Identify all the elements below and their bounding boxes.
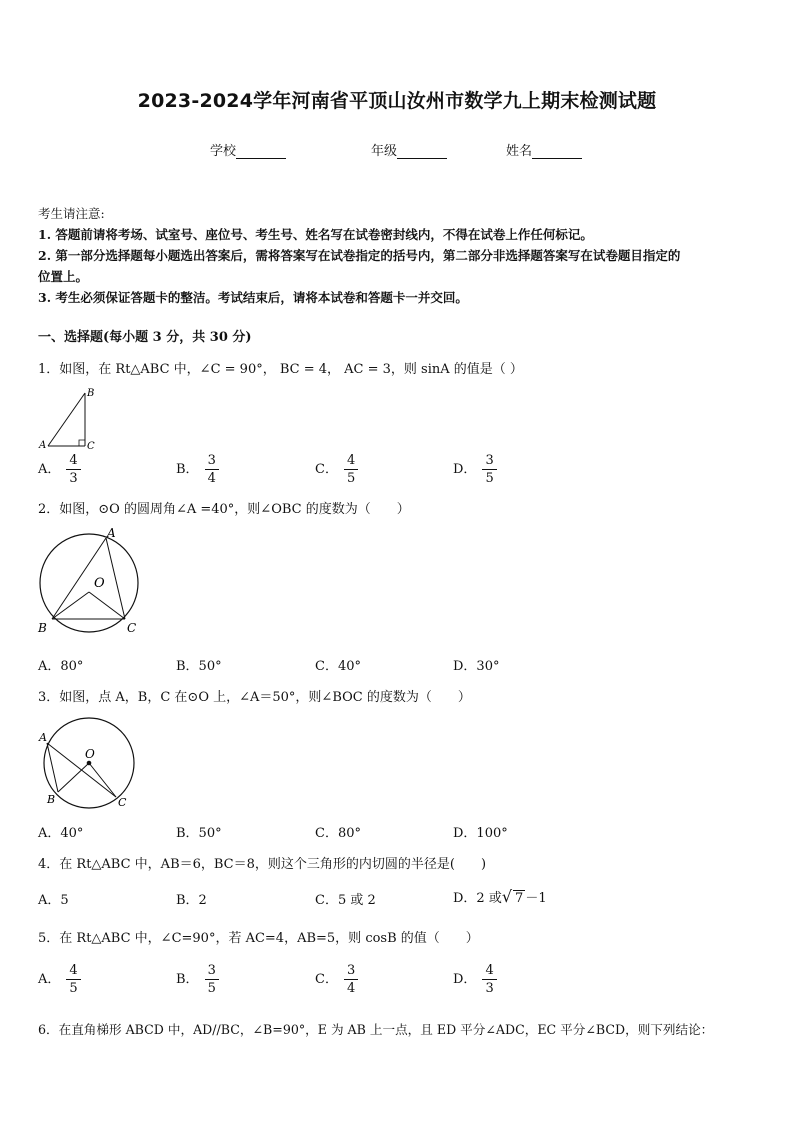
numerator: 4 xyxy=(344,452,358,470)
point-label-b: B xyxy=(38,621,47,635)
grade-blank[interactable] xyxy=(397,145,447,159)
center-point xyxy=(87,761,92,766)
question-3-stem: 3．如图，点 A，B，C 在⊙O 上，∠A＝50°，则∠BOC 的度数为（ ） xyxy=(38,690,471,705)
question-5-option-a[interactable] xyxy=(38,962,81,997)
note-item: 1. 答题前请将考场、试室号、座位号、考生号、姓名写在试卷密封线内，不得在试卷上作任何标记。 xyxy=(38,227,593,242)
question-1-option-c[interactable] xyxy=(315,452,358,487)
question-6-stem: 6．在直角梯形 ABCD 中，AD//BC，∠B=90°，E 为 AB 上一点，且 ED 平分∠ADC，EC 平分∠BCD，则下列结论： xyxy=(38,1022,714,1037)
question-2-option-c[interactable]: C．40° xyxy=(315,659,361,674)
option-tail: －1 xyxy=(525,891,547,906)
question-5-option-d[interactable] xyxy=(453,962,497,997)
page-title: 2023-2024学年河南省平顶山汝州市数学九上期末检测试题 xyxy=(137,90,657,112)
question-2-figure xyxy=(34,526,146,638)
question-1-option-d[interactable] xyxy=(453,452,497,487)
question-5-option-c[interactable] xyxy=(315,962,358,997)
radicand: 7 xyxy=(515,891,524,906)
option-letter: C． xyxy=(315,462,338,477)
option-letter: C． xyxy=(315,972,338,987)
question-3-option-a[interactable]: A．40° xyxy=(38,826,84,841)
fraction xyxy=(482,962,496,997)
option-text: D．2 或 xyxy=(453,891,502,906)
denominator: 5 xyxy=(346,471,356,486)
denominator: 3 xyxy=(69,471,78,486)
right-angle-mark xyxy=(79,440,85,446)
numerator: 3 xyxy=(482,452,496,470)
question-3-figure xyxy=(36,716,138,812)
fraction xyxy=(66,962,80,997)
fraction xyxy=(205,962,219,997)
fraction xyxy=(344,962,358,997)
denominator: 4 xyxy=(207,471,216,486)
side-ab xyxy=(48,393,85,446)
question-4-option-a[interactable]: A．5 xyxy=(38,893,69,908)
name-blank[interactable] xyxy=(532,145,582,159)
sqrt-icon: √ xyxy=(501,887,513,906)
numerator: 4 xyxy=(482,962,496,980)
option-letter: D． xyxy=(453,972,477,987)
grade-field[interactable] xyxy=(371,140,447,159)
question-2-option-d[interactable]: D．30° xyxy=(453,659,500,674)
question-4-stem: 4．在 Rt△ABC 中，AB＝6，BC＝8，则这个三角形的内切圆的半径是( ) xyxy=(38,857,487,872)
point-label-c: C xyxy=(118,796,127,809)
denominator: 4 xyxy=(346,981,356,996)
question-2-option-a[interactable]: A．80° xyxy=(38,659,84,674)
question-1-stem: 1．如图，在 Rt△ABC 中，∠C = 90°， BC = 4， AC = 3，则 sinA 的值是（ ） xyxy=(38,362,523,377)
fraction xyxy=(344,452,358,487)
notes-block xyxy=(38,203,760,308)
vertex-label-a: A xyxy=(39,440,47,450)
fraction xyxy=(66,452,80,487)
school-label: 学校 xyxy=(210,144,237,159)
school-blank[interactable] xyxy=(236,145,286,159)
numerator: 3 xyxy=(205,452,219,470)
section-heading: 一、选择题(每小题 3 分，共 30 分) xyxy=(38,330,252,345)
denominator: 5 xyxy=(69,981,78,996)
notes-heading: 考生请注意: xyxy=(38,206,105,221)
school-field[interactable] xyxy=(210,140,286,159)
option-letter: B． xyxy=(176,462,199,477)
question-1-option-a[interactable] xyxy=(38,452,81,487)
numerator: 4 xyxy=(66,962,80,980)
numerator: 3 xyxy=(344,962,358,980)
question-3-option-c[interactable]: C．80° xyxy=(315,826,361,841)
vertex-label-c: C xyxy=(87,441,95,450)
denominator: 5 xyxy=(207,981,216,996)
question-5-stem: 5．在 Rt△ABC 中，∠C=90°，若 AC=4，AB=5，则 cosB 的值（ ） xyxy=(38,931,479,946)
point-label-c: C xyxy=(127,621,137,635)
vertex-label-b: B xyxy=(87,388,95,399)
point-label-o: O xyxy=(85,747,95,761)
point-label-a: A xyxy=(39,731,47,744)
question-2-option-b[interactable]: B．50° xyxy=(176,659,222,674)
note-item: 2. 第一部分选择题每小题选出答案后，需将答案写在试卷指定的括号内，第二部分非选择题答案写在试卷题目指定的 xyxy=(38,248,681,263)
question-1-option-b[interactable] xyxy=(176,452,219,487)
note-item: 3. 考生必须保证答题卡的整洁。考试结束后，请将本试卷和答题卡一并交回。 xyxy=(38,290,468,305)
question-1-figure xyxy=(36,386,98,450)
radius-oc xyxy=(89,763,116,797)
note-item: 位置上。 xyxy=(38,269,89,284)
question-4-option-c[interactable]: C．5 或 2 xyxy=(315,893,376,908)
grade-label: 年级 xyxy=(371,144,398,159)
point-label-b: B xyxy=(47,793,56,806)
name-label: 姓名 xyxy=(506,144,533,159)
option-letter: D． xyxy=(453,462,477,477)
numerator: 3 xyxy=(205,962,219,980)
option-letter: A． xyxy=(38,462,61,477)
fraction xyxy=(205,452,219,487)
numerator: 4 xyxy=(66,452,80,470)
radius-ob xyxy=(52,592,89,619)
point-label-o: O xyxy=(94,576,105,591)
fraction xyxy=(482,452,496,487)
question-4-option-b[interactable]: B．2 xyxy=(176,893,207,908)
name-field[interactable] xyxy=(506,140,582,159)
question-3-option-d[interactable]: D．100° xyxy=(453,826,508,841)
option-letter: B． xyxy=(176,972,199,987)
question-3-option-b[interactable]: B．50° xyxy=(176,826,222,841)
question-4-option-d[interactable] xyxy=(453,887,547,906)
option-letter: A． xyxy=(38,972,61,987)
question-5-option-b[interactable] xyxy=(176,962,219,997)
point-label-a: A xyxy=(107,526,116,540)
question-2-stem: 2．如图，⊙O 的圆周角∠A =40°，则∠OBC 的度数为（ ） xyxy=(38,502,410,517)
radius-ob xyxy=(58,763,89,792)
denominator: 5 xyxy=(485,471,494,486)
denominator: 3 xyxy=(485,981,494,996)
